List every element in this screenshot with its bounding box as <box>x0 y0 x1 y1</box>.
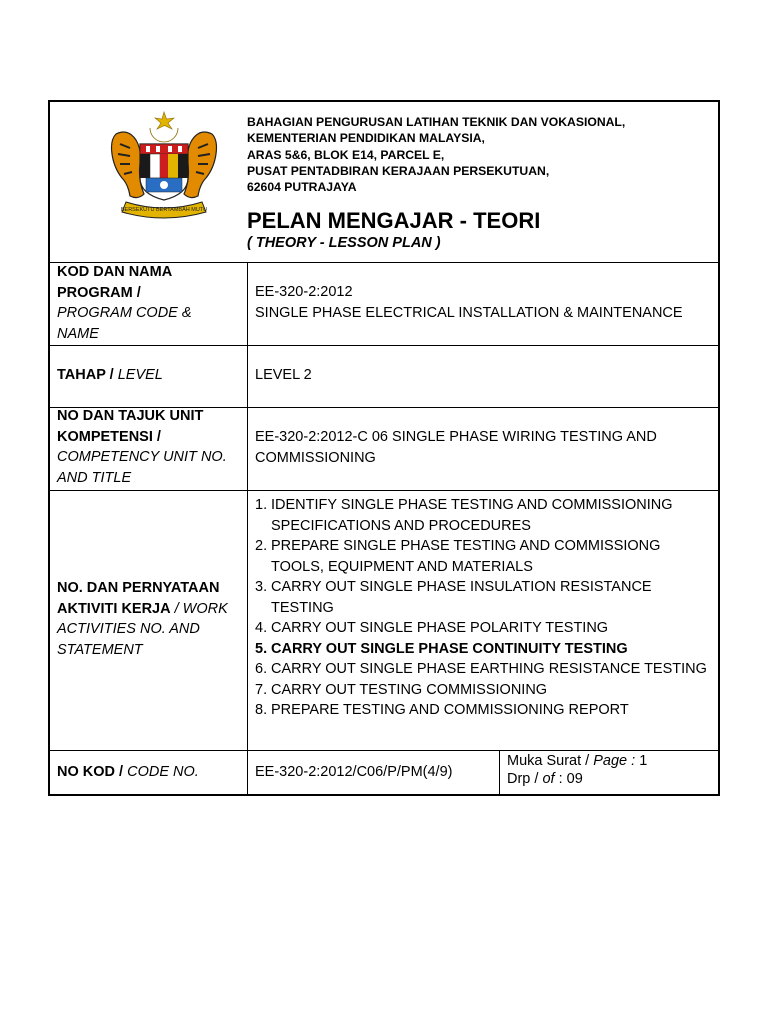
program-label-bold: KOD DAN NAMA <box>57 264 173 280</box>
page-number <box>507 752 647 788</box>
item-text: CARRY OUT SINGLE PHASE EARTHING RESISTANCE TESTING <box>271 661 707 677</box>
item-number: 7. <box>255 681 268 698</box>
unit-label <box>57 406 243 488</box>
list-item <box>255 536 713 577</box>
item-text: PREPARE SINGLE PHASE TESTING AND COMMISSIONG TOOLS, EQUIPMENT AND MATERIALS <box>271 538 661 575</box>
activities-label <box>57 578 243 660</box>
list-item <box>255 700 713 721</box>
activities-label-italic: STATEMENT <box>57 641 143 658</box>
column-divider <box>499 750 500 796</box>
lesson-plan-form <box>48 100 720 796</box>
of-label: Drp / <box>507 771 539 787</box>
unit-label-italic: AND TITLE <box>57 469 132 486</box>
activities-label-italic: / WORK <box>174 600 228 617</box>
address-line: BAHAGIAN PENGURUSAN LATIHAN TEKNIK DAN VOKASIONAL, <box>247 115 626 129</box>
unit-label-bold: KOMPETENSI / <box>57 428 161 445</box>
program-label-italic: PROGRAM CODE & <box>57 305 192 321</box>
of-label-italic: of <box>542 771 555 787</box>
program-value <box>255 282 711 323</box>
row-divider <box>50 490 718 491</box>
activities-label-bold: NO. DAN PERNYATAAN <box>57 580 220 596</box>
activities-label-bold: AKTIVITI KERJA <box>57 600 171 617</box>
svg-text:BERSEKUTU BERTAMBAH MUTU: BERSEKUTU BERTAMBAH MUTU <box>120 207 208 213</box>
unit-title-line: COMMISSIONING <box>255 449 376 466</box>
unit-label-bold: NO DAN TAJUK UNIT <box>57 408 204 424</box>
code-label-italic: CODE NO. <box>127 764 199 780</box>
unit-value <box>255 427 711 468</box>
item-text: IDENTIFY SINGLE PHASE TESTING AND COMMISSIONING SPECIFICATIONS AND PROCEDURES <box>271 497 673 534</box>
page-label-italic: Page : <box>593 753 636 769</box>
document-subtitle: ( THEORY - LESSON PLAN ) <box>247 235 441 251</box>
level-value: LEVEL 2 <box>255 367 312 383</box>
address-line: ARAS 5&6, BLOK E14, PARCEL E, <box>247 147 445 162</box>
item-text: CARRY OUT SINGLE PHASE CONTINUITY TESTING <box>271 640 628 657</box>
activities-label-italic: ACTIVITIES NO. AND <box>57 621 200 637</box>
level-label-bold: TAHAP / <box>57 367 114 383</box>
address-line: PUSAT PENTADBIRAN KERAJAAN PERSEKUTUAN, <box>247 163 550 178</box>
program-label-bold: PROGRAM / <box>57 284 141 301</box>
of-value: : 09 <box>558 771 583 787</box>
row-divider <box>50 345 718 346</box>
item-text: CARRY OUT TESTING COMMISSIONING <box>271 681 548 698</box>
item-number: 1. <box>255 497 268 513</box>
list-item-current <box>255 639 713 660</box>
item-text: CARRY OUT SINGLE PHASE INSULATION RESISTANCE TESTING <box>271 579 652 616</box>
work-activities-list <box>255 495 713 721</box>
program-name: SINGLE PHASE ELECTRICAL INSTALLATION & MAINTENANCE <box>255 304 683 321</box>
address-line: 62604 PUTRAJAYA <box>247 180 357 195</box>
unit-title-line: EE-320-2:2012-C 06 SINGLE PHASE WIRING TESTING AND <box>255 429 657 445</box>
item-number: 2. <box>255 538 268 554</box>
list-item <box>255 618 713 639</box>
list-item <box>255 680 713 701</box>
unit-label-italic: COMPETENCY UNIT NO. <box>57 449 227 465</box>
document-code: EE-320-2:2012/C06/P/PM(4/9) <box>255 764 453 780</box>
item-number: 6. <box>255 661 268 677</box>
form-header <box>50 102 718 263</box>
address-line: KEMENTERIAN PENDIDIKAN MALAYSIA, <box>247 131 485 146</box>
page-value: 1 <box>639 753 648 769</box>
item-text: CARRY OUT SINGLE PHASE POLARITY TESTING <box>271 620 609 636</box>
item-number: 5. <box>255 640 268 657</box>
code-label-bold: NO KOD / <box>57 764 124 780</box>
list-item <box>255 577 713 618</box>
row-divider <box>50 750 718 751</box>
item-number: 8. <box>255 702 268 718</box>
program-label <box>57 262 243 344</box>
list-item <box>255 495 713 536</box>
item-number: 4. <box>255 620 268 636</box>
item-text: PREPARE TESTING AND COMMISSIONING REPORT <box>271 702 629 718</box>
program-label-italic: NAME <box>57 325 99 342</box>
ministry-address <box>247 114 625 195</box>
document-title: PELAN MENGAJAR - TEORI <box>247 208 541 233</box>
list-item <box>255 659 713 680</box>
level-label-italic: LEVEL <box>117 367 163 383</box>
level-label <box>57 365 243 386</box>
code-label <box>57 762 243 783</box>
column-divider <box>247 262 248 796</box>
page-label: Muka Surat / <box>507 753 590 769</box>
program-code: EE-320-2:2012 <box>255 284 353 300</box>
item-number: 3. <box>255 579 268 595</box>
malaysia-coat-of-arms-logo <box>106 110 222 222</box>
